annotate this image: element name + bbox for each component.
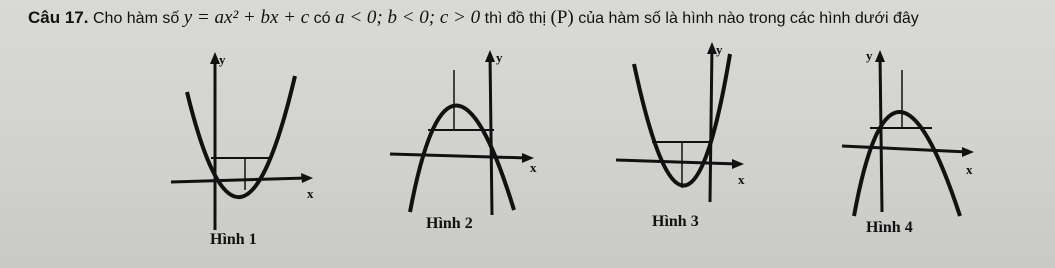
- figure-4: [840, 48, 1000, 238]
- question-intro: Cho hàm số: [92, 10, 180, 27]
- figure-2: [382, 50, 552, 240]
- figure-1-x-axis: [171, 178, 307, 182]
- figure-1: [165, 50, 325, 255]
- figure-4-x-label: x: [966, 162, 973, 177]
- figure-1-x-label: x: [307, 186, 314, 201]
- figure-3-x-axis: [616, 160, 738, 164]
- figure-4-y-label: y: [866, 48, 873, 63]
- question-number: Câu 17.: [28, 8, 89, 27]
- question-text-end: của hàm số là hình nào trong các hình dưới đây: [578, 10, 919, 27]
- figure-2-y-label: y: [496, 50, 503, 65]
- figure-2-y-axis: [490, 54, 492, 215]
- figure-2-label: Hình 2: [426, 215, 473, 232]
- figure-3-y-axis: [710, 46, 712, 202]
- figure-3-label: Hình 3: [652, 213, 699, 230]
- figure-4-label: Hình 4: [866, 219, 913, 236]
- figure-4-y-axis: [880, 54, 882, 212]
- figure-4-x-axis: [842, 146, 968, 152]
- question-text-mid: thì đồ thị: [484, 10, 546, 27]
- figure-1-y-label: y: [219, 52, 226, 67]
- figure-2-x-axis: [390, 154, 528, 158]
- question-connector: có: [313, 10, 331, 27]
- function-formula: y = ax² + bx + c: [183, 7, 310, 28]
- question-text: [28, 4, 919, 32]
- figure-1-label: Hình 1: [210, 231, 257, 248]
- coefficient-conditions: a < 0; b < 0; c > 0: [335, 7, 481, 28]
- figure-3-x-label: x: [738, 172, 745, 187]
- figure-3: [612, 42, 772, 232]
- figure-3-y-label: y: [716, 42, 723, 57]
- figure-2-parabola: [410, 105, 514, 212]
- figure-2-x-label: x: [530, 160, 537, 175]
- graph-name: (P): [550, 7, 574, 28]
